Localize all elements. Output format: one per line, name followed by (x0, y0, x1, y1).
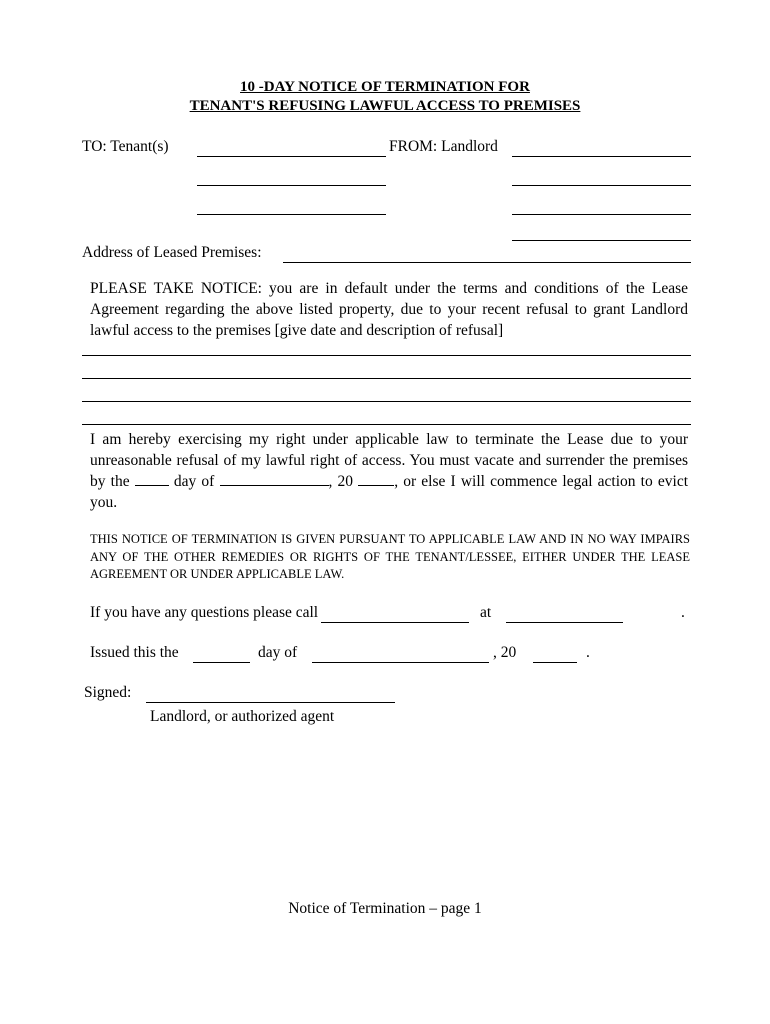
tenant-line-2[interactable] (197, 185, 386, 186)
issued-month-line[interactable] (312, 662, 489, 663)
notice-paragraph: PLEASE TAKE NOTICE: you are in default under the terms and conditions of the Lease Agreement regarding the above listed property, due to your recent refusal to grant Landlord lawful access to the premises [give date and description of refusal] (90, 280, 688, 339)
refusal-description-lines (78, 351, 692, 429)
issued-line (78, 644, 692, 680)
leased-premises-label: Address of Leased Premises: (82, 244, 262, 261)
refusal-line-1[interactable] (82, 355, 691, 356)
page-footer: Notice of Termination – page 1 (288, 900, 482, 917)
impairs-paragraph: THIS NOTICE OF TERMINATION IS GIVEN PURSUANT TO APPLICABLE LAW AND IN NO WAY IMPAIRS ANY OF THE OTHER REMEDIES OR RIGHTS OF THE TENANT/LESSEE, EITHER UNDER THE LEASE AGREEMENT OR UNDER APPLICABLE LAW. (90, 532, 690, 581)
refusal-line-2[interactable] (82, 378, 691, 379)
refusal-line-4[interactable] (82, 424, 691, 425)
issued-year-label: , 20 (493, 643, 517, 661)
issued-dayof-label: day of (258, 643, 298, 661)
termination-text-2: day of (168, 473, 220, 490)
title-line-2: TENANT'S REFUSING LAWFUL ACCESS TO PREMISES (189, 98, 581, 114)
questions-phone-line[interactable] (321, 622, 469, 623)
termination-year-blank[interactable] (358, 485, 394, 486)
termination-paragraph (78, 429, 692, 513)
termination-day-blank[interactable] (135, 485, 169, 486)
questions-period: . (681, 603, 685, 621)
questions-label: If you have any questions please call (90, 603, 319, 621)
document-content (78, 78, 692, 730)
termination-month-blank[interactable] (220, 485, 329, 486)
signature-caption: Landlord, or authorized agent (150, 707, 335, 725)
landlord-line-2[interactable] (512, 185, 691, 186)
issued-day-line[interactable] (193, 662, 250, 663)
landlord-label: FROM: Landlord (389, 138, 498, 155)
termination-text-3: , 20 (328, 473, 359, 490)
signature-line[interactable] (146, 702, 395, 703)
title-line-1: 10 -DAY NOTICE OF TERMINATION FOR (240, 79, 530, 95)
party-address-block (78, 138, 692, 234)
document-title (78, 78, 692, 116)
issued-label: Issued this the (90, 643, 179, 661)
signature-block (78, 684, 692, 730)
signed-label: Signed: (84, 683, 132, 701)
tenant-label: TO: Tenant(s) (82, 138, 169, 155)
refusal-line-3[interactable] (82, 401, 691, 402)
tenant-line-1[interactable] (197, 156, 386, 157)
landlord-line-1[interactable] (512, 156, 691, 157)
termination-text-1: I am hereby exercising my right under applicable law to terminate the Lease due to your unreasonable refusal of my lawful right of access. You must vacate and surrender the premises by the (90, 431, 688, 490)
landlord-line-3[interactable] (512, 214, 691, 215)
questions-at-label: at (480, 603, 492, 621)
questions-line (78, 604, 692, 642)
leased-premises-line[interactable] (283, 262, 691, 263)
tenant-line-3[interactable] (197, 214, 386, 215)
termination-text-4: , or else I will commence legal action to evict you. (90, 473, 689, 511)
issued-period: . (586, 643, 590, 661)
questions-time-line[interactable] (506, 622, 623, 623)
leased-premises-block (78, 234, 692, 278)
issued-year-line[interactable] (533, 662, 577, 663)
